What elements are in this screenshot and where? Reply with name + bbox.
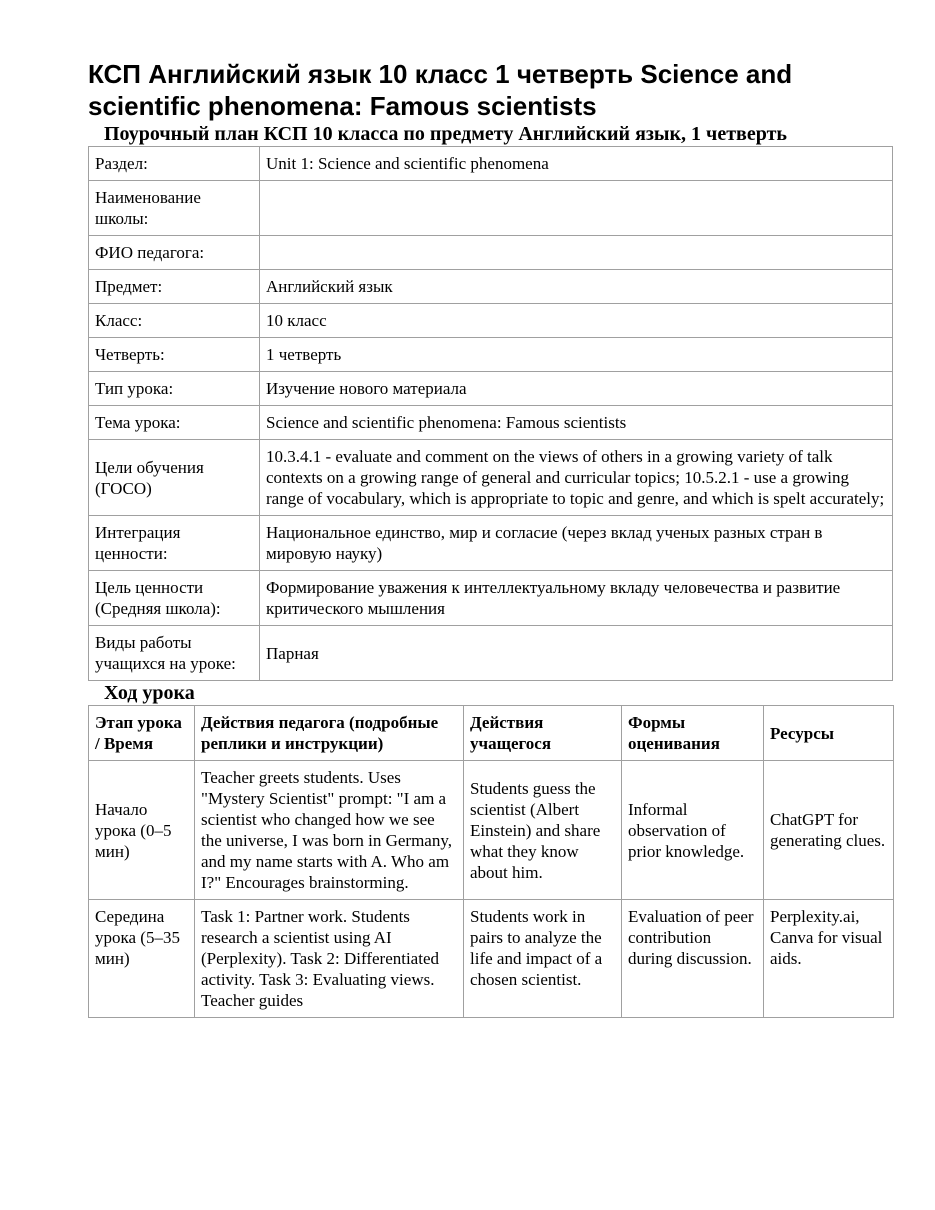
row-label: Тема урока: xyxy=(89,406,260,440)
resources-cell: Perplexity.ai, Canva for visual aids. xyxy=(764,900,894,1018)
table-row xyxy=(89,571,893,626)
column-header-teacher: Действия педагога (подробные реплики и инструкции) xyxy=(195,706,464,761)
row-label: Тип урока: xyxy=(89,372,260,406)
row-value: 1 четверть xyxy=(260,338,893,372)
row-label: Виды работы учащихся на уроке: xyxy=(89,626,260,681)
table-row xyxy=(89,372,893,406)
row-label: Предмет: xyxy=(89,270,260,304)
document-title: КСП Английский язык 10 класс 1 четверть Science and scientific phenomena: Famous scientists xyxy=(88,59,793,121)
stage-cell: Середина урока (5–35 мин) xyxy=(89,900,195,1018)
column-header-student: Действия учащегося xyxy=(464,706,622,761)
resources-cell: ChatGPT for generating clues. xyxy=(764,761,894,900)
row-value: 10.3.4.1 - evaluate and comment on the views of others in a growing variety of talk contexts on a growing range of general and curricular topics; 10.5.2.1 - use a growing range of vocabulary, which is appropriate to topic and genre, and which is spelt accurately; xyxy=(260,440,893,516)
row-value xyxy=(260,181,893,236)
table-header-row xyxy=(89,706,894,761)
table-row xyxy=(89,338,893,372)
table-row xyxy=(89,270,893,304)
row-label: Класс: xyxy=(89,304,260,338)
row-value: Национальное единство, мир и согласие (через вклад ученых разных стран в мировую науку) xyxy=(260,516,893,571)
row-value: 10 класс xyxy=(260,304,893,338)
table-row xyxy=(89,304,893,338)
row-label: Четверть: xyxy=(89,338,260,372)
table-row xyxy=(89,626,893,681)
table-row xyxy=(89,516,893,571)
row-value: Unit 1: Science and scientific phenomena xyxy=(260,147,893,181)
row-label: Раздел: xyxy=(89,147,260,181)
teacher-actions-cell: Teacher greets students. Uses "Mystery Scientist" prompt: "I am a scientist who changed how we see the universe, I was born in Germany, and my name starts with A. Who am I?" Encourages brainstorming. xyxy=(195,761,464,900)
assessment-cell: Evaluation of peer contribution during discussion. xyxy=(622,900,764,1018)
lesson-course-table xyxy=(88,705,894,1018)
student-actions-cell: Students guess the scientist (Albert Einstein) and share what they know about him. xyxy=(464,761,622,900)
row-value: Формирование уважения к интеллектуальному вкладу человечества и развитие критического мышления xyxy=(260,571,893,626)
assessment-cell: Informal observation of prior knowledge. xyxy=(622,761,764,900)
table-row xyxy=(89,406,893,440)
student-actions-cell: Students work in pairs to analyze the life and impact of a chosen scientist. xyxy=(464,900,622,1018)
lesson-info-table xyxy=(88,146,893,681)
column-header-stage: Этап урока / Время xyxy=(89,706,195,761)
course-heading: Ход урока xyxy=(104,682,195,704)
teacher-actions-cell: Task 1: Partner work. Students research a scientist using AI (Perplexity). Task 2: Differentiated activity. Task 3: Evaluating views. Teacher guides xyxy=(195,900,464,1018)
row-label: ФИО педагога: xyxy=(89,236,260,270)
column-header-resources: Ресурсы xyxy=(764,706,894,761)
plan-heading: Поурочный план КСП 10 класса по предмету Английский язык, 1 четверть xyxy=(104,123,787,145)
row-label: Цель ценности (Средняя школа): xyxy=(89,571,260,626)
table-row xyxy=(89,181,893,236)
row-value: Парная xyxy=(260,626,893,681)
row-label: Наименование школы: xyxy=(89,181,260,236)
table-row xyxy=(89,147,893,181)
table-row xyxy=(89,761,894,900)
row-value: Science and scientific phenomena: Famous scientists xyxy=(260,406,893,440)
document-page xyxy=(88,58,893,1018)
row-value xyxy=(260,236,893,270)
row-label: Интеграция ценности: xyxy=(89,516,260,571)
table-row xyxy=(89,236,893,270)
table-row xyxy=(89,440,893,516)
row-value: Изучение нового материала xyxy=(260,372,893,406)
column-header-assessment: Формы оценивания xyxy=(622,706,764,761)
table-row xyxy=(89,900,894,1018)
row-value: Английский язык xyxy=(260,270,893,304)
row-label: Цели обучения (ГОСО) xyxy=(89,440,260,516)
stage-cell: Начало урока (0–5 мин) xyxy=(89,761,195,900)
